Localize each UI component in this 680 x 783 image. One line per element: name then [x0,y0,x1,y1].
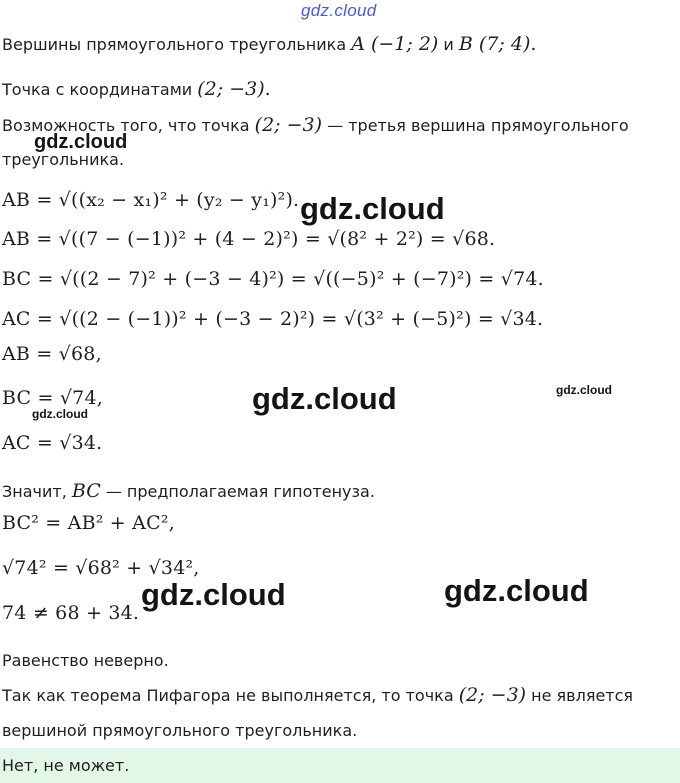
point-text: Точка с координатами [2,80,198,99]
answer-text: Нет, не может. [2,756,130,775]
point-line [2,78,271,100]
statement-text-2: и [438,35,459,54]
watermark: gdz.cloud [556,383,612,397]
problem-statement [2,33,536,55]
question-coords: (2; −3) [254,114,323,136]
final-text-2: не является [526,686,634,705]
watermark: gdz.cloud [141,577,286,612]
result-ac: AC = √34. [2,432,103,454]
watermark-top: gdz.cloud [301,1,377,20]
result-text: Равенство неверно. [2,651,169,670]
pythagoras-equation: BC² = AB² + AC², [2,512,175,534]
conclusion-text-1: Значит, [2,482,72,501]
watermark: gdz.cloud [34,131,128,153]
formula-ab-general: AB = √((x₂ − x₁)² + (y₂ − y₁)²). [2,189,300,211]
point-coords: (2; −3). [197,78,271,100]
question-text-1: Возможность того, что точка [2,116,255,135]
question-line-2: треугольника. [2,150,125,169]
pythagoras-substitution: √74² = √68² + √34², [2,557,200,579]
final-line-2: вершиной прямоугольного треугольника. [2,721,358,740]
conclusion-line [2,480,375,502]
final-text-1: Так как теорема Пифагора не выполняется, то точка [2,686,459,705]
conclusion-bc: BC [71,480,101,502]
statement-text-1: Вершины прямоугольного треугольника [2,35,352,54]
watermark: gdz.cloud [444,573,589,608]
result-ab: AB = √68, [2,343,102,365]
watermark: gdz.cloud [252,381,397,416]
watermark: gdz.cloud [300,191,445,226]
result-bc: BC = √74, [2,387,103,409]
question-text-2: — третья вершина прямоугольного [322,116,629,135]
formula-ab: AB = √((7 − (−1))² + (4 − 2)²) = √(8² + 2²) = √68. [2,228,496,250]
statement-point-b: B (7; 4). [458,33,537,55]
pythagoras-check: 74 ≠ 68 + 34. [2,602,140,624]
formula-bc: BC = √((2 − 7)² + (−3 − 4)²) = √((−5)² + (−7)²) = √74. [2,268,544,290]
final-line-1 [2,684,633,706]
formula-ac: AC = √((2 − (−1))² + (−3 − 2)²) = √(3² + (−5)²) = √34. [2,308,544,330]
conclusion-text-2: — предполагаемая гипотенуза. [100,482,375,501]
final-coords: (2; −3) [458,684,527,706]
answer-box [0,748,680,783]
statement-point-a: A (−1; 2) [351,33,439,55]
watermark: gdz.cloud [32,407,88,421]
